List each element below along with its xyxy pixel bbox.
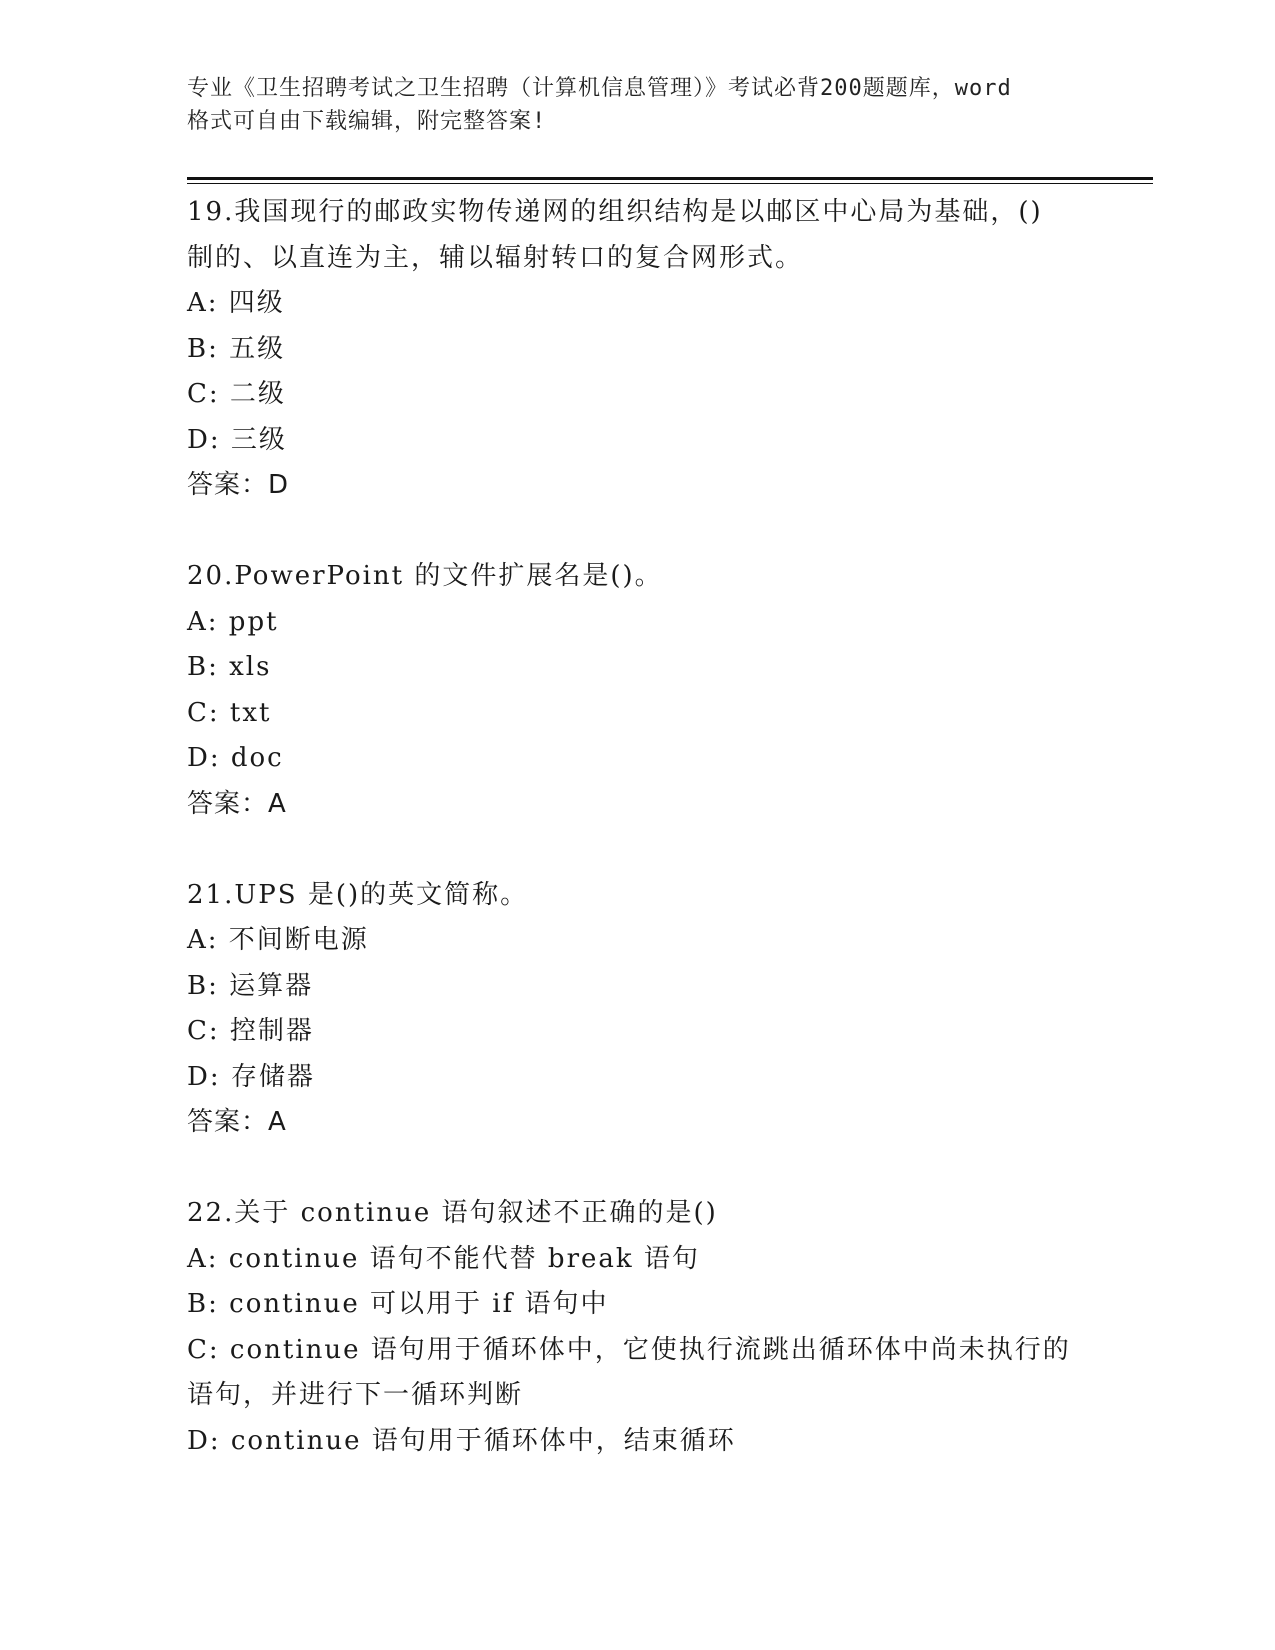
- option-d: D: 三级: [187, 424, 287, 455]
- question-stem: 20.PowerPoint 的文件扩展名是()。: [187, 561, 663, 591]
- question-spacer: [187, 827, 1117, 873]
- question-spacer: [187, 1146, 1117, 1192]
- header-line-1: 专业《卫生招聘考试之卫生招聘（计算机信息管理）》考试必背200题题库，word: [187, 76, 1012, 101]
- option-b: B: xls: [187, 652, 272, 682]
- question-20: [187, 554, 1117, 827]
- option-c: C: txt: [187, 697, 272, 728]
- document-header: [187, 72, 1087, 138]
- question-19: [187, 190, 1117, 509]
- question-stem: 22.关于 continue 语句叙述不正确的是(): [187, 1198, 718, 1228]
- option-a: A: ppt: [187, 606, 279, 637]
- question-stem-continued: 制的、以直连为主，辅以辐射转口的复合网形式。: [187, 242, 804, 273]
- option-a: A: continue 语句不能代替 break 语句: [187, 1243, 700, 1274]
- question-stem: 21.UPS 是()的英文简称。: [187, 879, 529, 910]
- option-b: B: continue 可以用于 if 语句中: [187, 1289, 609, 1319]
- question-stem: 19.我国现行的邮政实物传递网的组织结构是以邮区中心局为基础，(): [187, 197, 1043, 227]
- question-22: [187, 1191, 1117, 1464]
- header-divider-thin: [187, 183, 1153, 184]
- answer-label: 答案：D: [187, 470, 290, 500]
- header-line-2: 格式可自由下载编辑，附完整答案!: [187, 109, 547, 134]
- option-a: A: 四级: [187, 288, 285, 318]
- option-d: D: 存储器: [187, 1061, 315, 1092]
- option-c: C: continue 语句用于循环体中，它使执行流跳出循环体中尚未执行的: [187, 1334, 1071, 1365]
- option-b: B: 五级: [187, 333, 286, 364]
- header-divider-thick: [187, 177, 1153, 180]
- option-d: D: continue 语句用于循环体中，结束循环: [187, 1425, 736, 1456]
- option-d: D: doc: [187, 743, 284, 773]
- option-b: B: 运算器: [187, 970, 314, 1001]
- option-a: A: 不间断电源: [187, 925, 369, 955]
- option-c: C: 二级: [187, 379, 286, 409]
- question-list: [187, 190, 1117, 1464]
- answer-label: 答案：A: [187, 1107, 287, 1137]
- answer-label: 答案：A: [187, 788, 287, 819]
- option-c: C: 控制器: [187, 1016, 314, 1046]
- question-21: [187, 873, 1117, 1146]
- option-c-continued: 语句，并进行下一循环判断: [187, 1380, 524, 1410]
- question-spacer: [187, 509, 1117, 555]
